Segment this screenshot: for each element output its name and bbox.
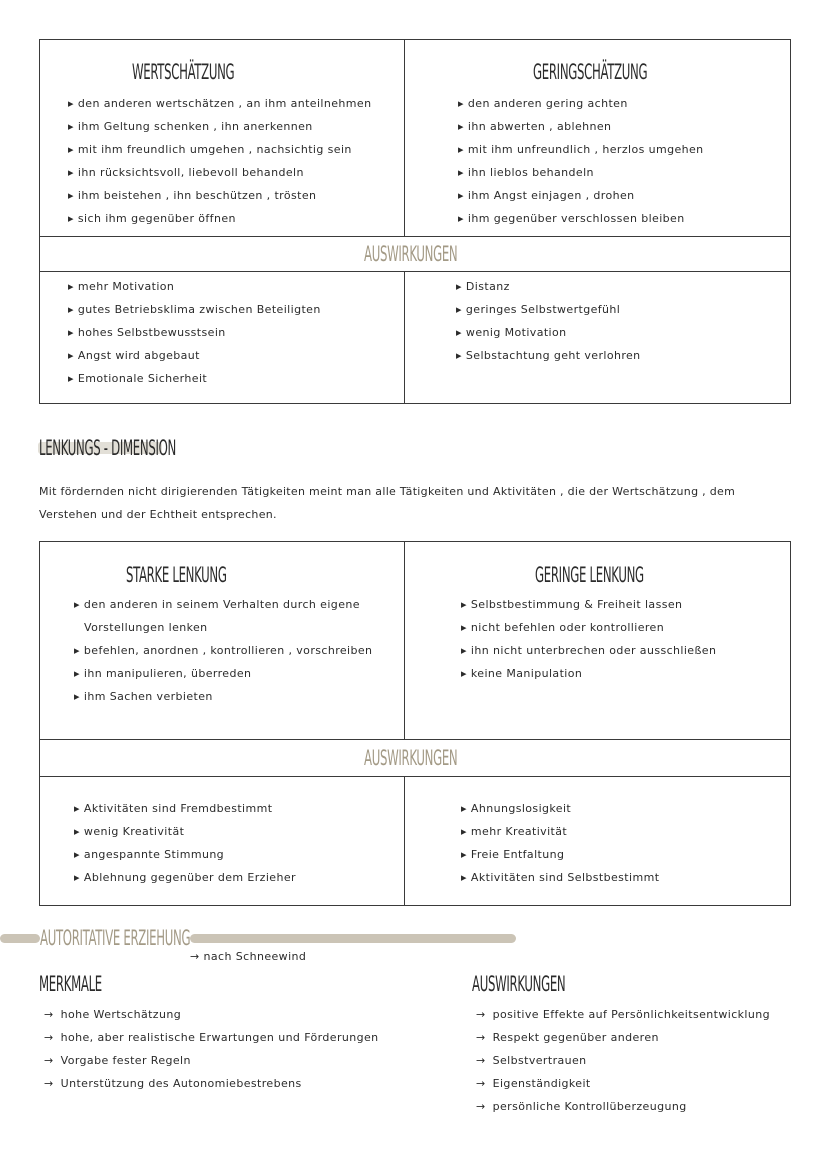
list-item: → Unterstützung des Autonomiebestrebens (44, 1072, 379, 1095)
list-item: → Respekt gegenüber anderen (476, 1026, 770, 1049)
list-item: ▸ Freie Entfaltung (461, 843, 659, 866)
lenkung-paragraph-line-2: Verstehen und der Echtheit entsprechen. (39, 508, 277, 521)
list-item: ▸ gutes Betriebsklima zwischen Beteiligten (68, 298, 321, 321)
wertschaetzung-list (68, 92, 371, 230)
lenkung-paragraph-line-1: Mit fördernden nicht dirigierenden Tätigkeiten meint man alle Tätigkeiten und Aktivitäten , die der Wertschätzung , dem (39, 485, 736, 498)
wertschaetzung-title: WERTSCHÄTZUNG (132, 60, 235, 84)
list-item: ▸ hohes Selbstbewusstsein (68, 321, 321, 344)
list-item: ▸ mehr Motivation (68, 275, 321, 298)
table1-effects-top-line (39, 236, 791, 237)
table1-divider-bottom (404, 271, 405, 404)
list-item: ▸ Selbstachtung geht verlohren (456, 344, 641, 367)
list-item: → Vorgabe fester Regeln (44, 1049, 379, 1072)
list-item: ▸ mehr Kreativität (461, 820, 659, 843)
merkmale-list (44, 1003, 379, 1095)
list-item-continuation: Vorstellungen lenken (84, 621, 208, 634)
geringschaetzung-effects-list (456, 275, 641, 367)
list-item: ▸ mit ihm unfreundlich , herzlos umgehen (458, 138, 704, 161)
table1-effects-title: AUSWIRKUNGEN (364, 242, 458, 266)
list-item: ▸ ihm Geltung schenken , ihn anerkennen (68, 115, 371, 138)
list-item: ▸ mit ihm freundlich umgehen , nachsichtig sein (68, 138, 371, 161)
list-item: ▸ wenig Motivation (456, 321, 641, 344)
table2-effects-bottom-line (39, 776, 791, 777)
list-item: → Selbstvertrauen (476, 1049, 770, 1072)
starke-lenkung-list (74, 593, 372, 708)
list-item: ▸ keine Manipulation (461, 662, 716, 685)
wertschaetzung-effects-list (68, 275, 321, 390)
list-item: ▸ ihn nicht unterbrechen oder ausschließen (461, 639, 716, 662)
list-item: → hohe Wertschätzung (44, 1003, 379, 1026)
list-item: ▸ den anderen gering achten (458, 92, 704, 115)
table1-divider-top (404, 39, 405, 236)
arrow-right-icon: → (190, 950, 200, 963)
table2-effects-top-line (39, 739, 791, 740)
list-item: → Eigenständigkeit (476, 1072, 770, 1095)
list-item: ▸ ihm beistehen , ihn beschützen , trösten (68, 184, 371, 207)
table2-divider-bottom (404, 776, 405, 906)
list-item: ▸ Selbstbestimmung & Freiheit lassen (461, 593, 716, 616)
list-item: ▸ befehlen, anordnen , kontrollieren , vorschreiben (74, 639, 372, 662)
list-item: ▸ ihn manipulieren, überreden (74, 662, 372, 685)
list-item: ▸ ihm gegenüber verschlossen bleiben (458, 207, 704, 230)
list-item: → hohe, aber realistische Erwartungen und Förderungen (44, 1026, 379, 1049)
auswirkungen-list (476, 1003, 770, 1118)
table2-divider-top (404, 541, 405, 739)
list-item: ▸ ihn lieblos behandeln (458, 161, 704, 184)
list-item: ▸ Distanz (456, 275, 641, 298)
lenkung-heading: LENKUNGS - DIMENSION (39, 436, 176, 460)
geringschaetzung-list (458, 92, 704, 230)
list-item: ▸ ihm Sachen verbieten (74, 685, 372, 708)
list-item: ▸ wenig Kreativität (74, 820, 296, 843)
list-item: ▸ geringes Selbstwertgefühl (456, 298, 641, 321)
list-item: ▸ angespannte Stimmung (74, 843, 296, 866)
geringe-lenkung-title: GERINGE LENKUNG (535, 563, 644, 587)
list-item: ▸ ihn rücksichtsvoll, liebevoll behandeln (68, 161, 371, 184)
autoritative-bar-left (0, 934, 40, 943)
list-item: ▸ ihm Angst einjagen , drohen (458, 184, 704, 207)
list-item: ▸ Emotionale Sicherheit (68, 367, 321, 390)
starke-lenkung-effects-list (74, 797, 296, 889)
table2-effects-title: AUSWIRKUNGEN (364, 746, 458, 770)
list-item: → persönliche Kontrollüberzeugung (476, 1095, 770, 1118)
list-item: ▸ nicht befehlen oder kontrollieren (461, 616, 716, 639)
starke-lenkung-title: STARKE LENKUNG (126, 563, 227, 587)
list-item: ▸ sich ihm gegenüber öffnen (68, 207, 371, 230)
list-item: ▸ den anderen wertschätzen , an ihm anteilnehmen (68, 92, 371, 115)
schneewind-note (190, 950, 306, 963)
list-item: ▸ Ablehnung gegenüber dem Erzieher (74, 866, 296, 889)
list-item: ▸ Aktivitäten sind Fremdbestimmt (74, 797, 296, 820)
list-item: ▸ Angst wird abgebaut (68, 344, 321, 367)
geringschaetzung-title: GERINGSCHÄTZUNG (533, 60, 648, 84)
geringe-lenkung-effects-list (461, 797, 659, 889)
table1-effects-bottom-line (39, 271, 791, 272)
list-item: ▸ den anderen in seinem Verhalten durch eigene (74, 593, 372, 616)
list-item: ▸ Ahnungslosigkeit (461, 797, 659, 820)
merkmale-title: MERKMALE (39, 972, 102, 996)
autoritative-bar-right (190, 934, 516, 943)
geringe-lenkung-list (461, 593, 716, 685)
list-item: → positive Effekte auf Persönlichkeitsentwicklung (476, 1003, 770, 1026)
autoritative-heading: AUTORITATIVE ERZIEHUNG (40, 926, 191, 950)
list-item: ▸ Aktivitäten sind Selbstbestimmt (461, 866, 659, 889)
schneewind-note-text: nach Schneewind (203, 950, 307, 963)
list-item: ▸ ihn abwerten , ablehnen (458, 115, 704, 138)
auswirkungen-title: AUSWIRKUNGEN (472, 972, 566, 996)
